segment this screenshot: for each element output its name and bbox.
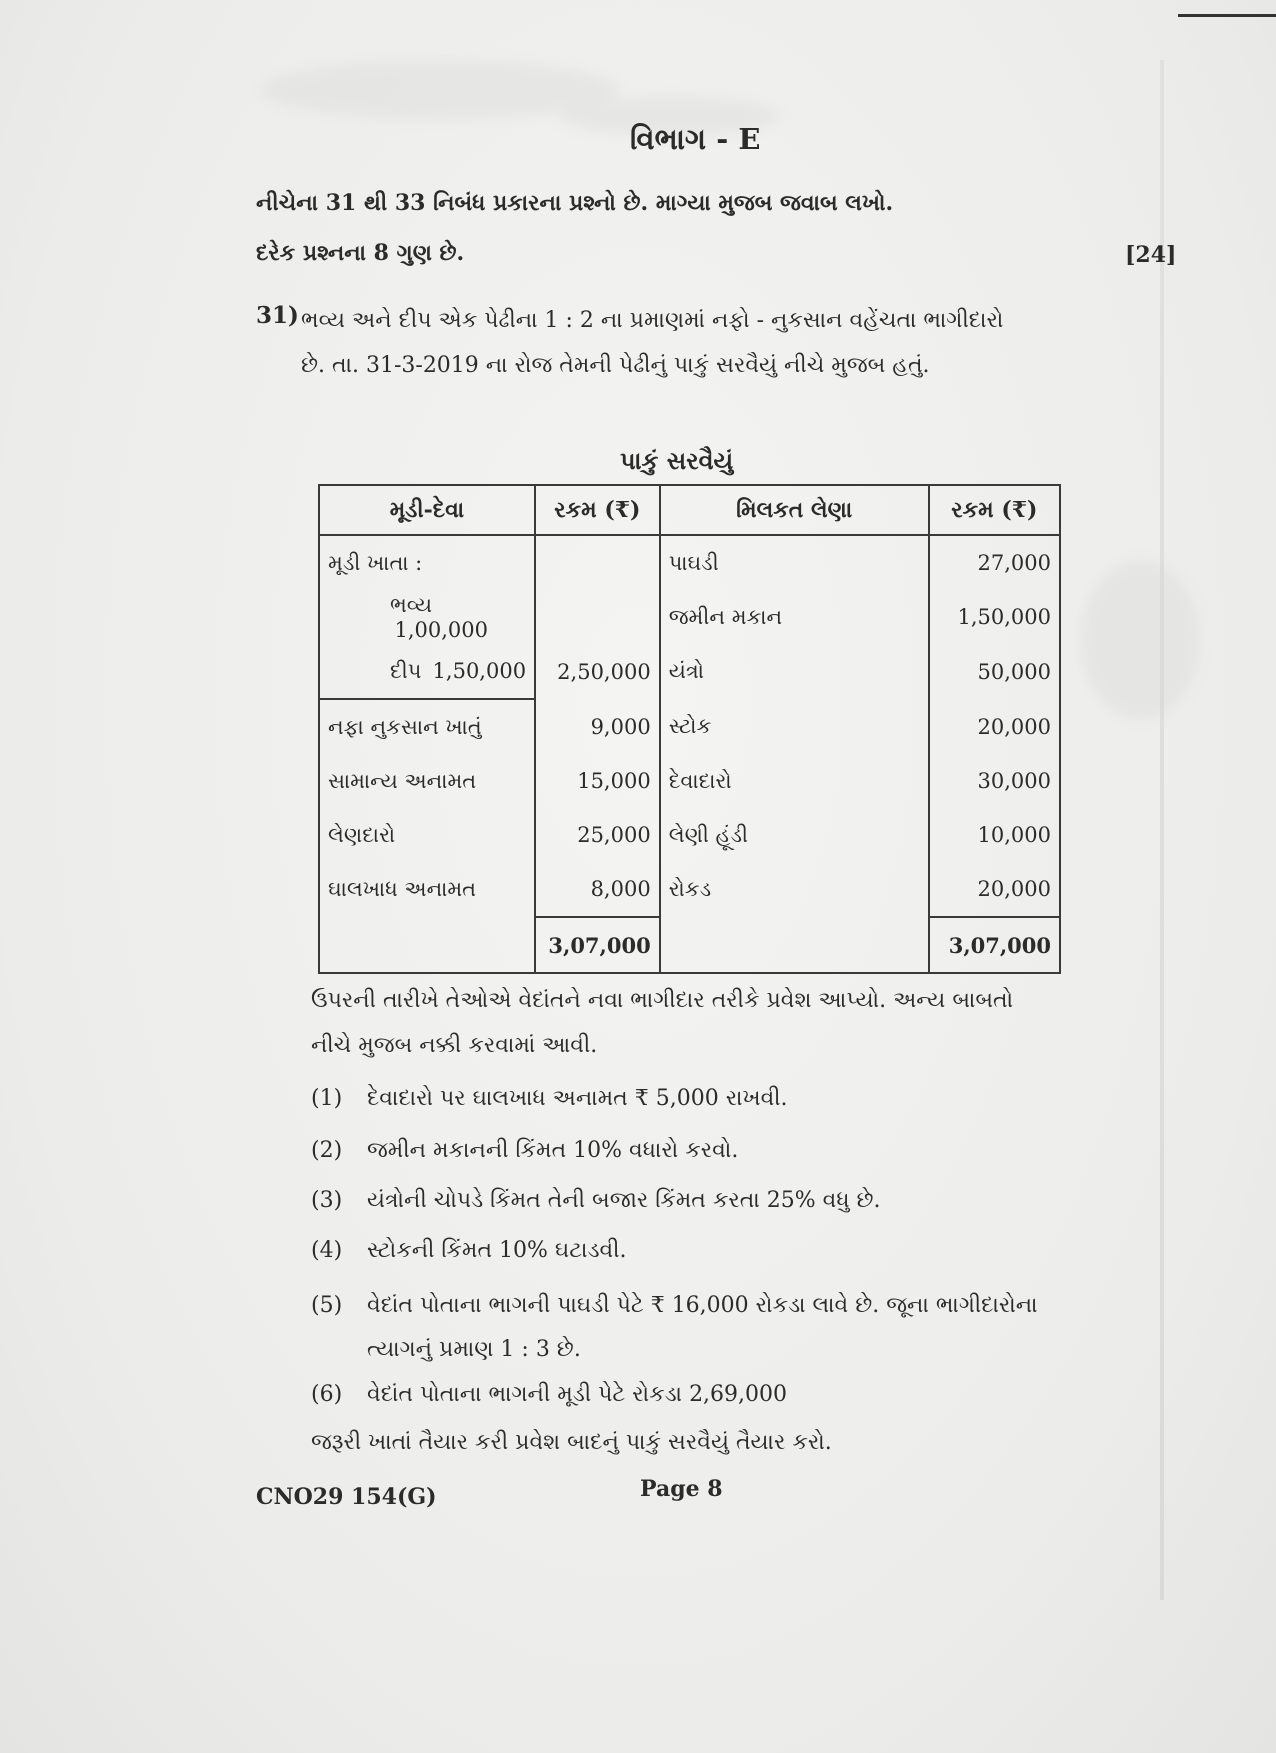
liability-amount: 25,000: [535, 808, 660, 862]
condition-text: વેદાંત પોતાના ભાગની પાઘડી પેટે ₹ 16,000 રોકડા લાવે છે. જૂના ભાગીદારોના ત્યાગનું પ્રમાણ 1 : 3 છે.: [367, 1293, 1038, 1362]
top-edge-line: [1178, 14, 1276, 17]
partner-capital: 1,50,000: [432, 658, 527, 683]
condition-text: દેવાદારો પર ઘાલખાધ અનામત ₹ 5,000 રાખવી.: [367, 1086, 788, 1111]
table-row: [319, 644, 1060, 699]
after-table-paragraph: ઉપરની તારીખે તેઓએ વેદાંતને નવા ભાગીદાર તરીકે પ્રવેશ આપ્યો. અન્ય બાબતો નીચે મુજબ નક્કી કરવામાં આવી.: [311, 988, 1014, 1058]
total-right: 3,07,000: [929, 917, 1060, 973]
table-row: [319, 699, 1060, 754]
condition-number: (5): [311, 1293, 343, 1318]
asset-name: દેવાદારો: [660, 754, 929, 808]
partner-name: દીપ: [390, 658, 422, 683]
table-row: [319, 535, 1060, 590]
capital-total: 2,50,000: [535, 644, 660, 699]
condition-text: જમીન મકાનની કિંમત 10% વધારો કરવો.: [367, 1138, 739, 1163]
header-amount-right: રકમ (₹): [929, 485, 1060, 535]
condition-number: (4): [311, 1238, 343, 1263]
paper-code: CNO29 154(G): [256, 1484, 437, 1510]
asset-amount: 10,000: [929, 808, 1060, 862]
liability-amount: 8,000: [535, 862, 660, 917]
condition-item: [311, 1138, 738, 1163]
asset-name: જમીન મકાન: [660, 590, 929, 644]
condition-item: [311, 1086, 788, 1111]
total-row: [319, 917, 1060, 973]
asset-name: યંત્રો: [660, 644, 929, 699]
liability-name: સામાન્ય અનામત: [319, 754, 535, 808]
instruction-line-2: દરેક પ્રશ્નના 8 ગુણ છે.: [256, 240, 465, 266]
asset-amount: 50,000: [929, 644, 1060, 699]
condition-number: (1): [311, 1086, 343, 1111]
header-liabilities: મૂડી-દેવા: [319, 485, 535, 535]
capital-label: મૂડી ખાતા :: [319, 535, 535, 590]
final-instruction: જરૂરી ખાતાં તૈયાર કરી પ્રવેશ બાદનું પાકું સરવૈયું તૈયાર કરો.: [311, 1430, 832, 1455]
condition-text: યંત્રોની ચોપડે કિંમત તેની બજાર કિંમત કરતા 25% વધુ છે.: [367, 1188, 881, 1213]
liability-name: ઘાલખાધ અનામત: [319, 862, 535, 917]
condition-item: [311, 1284, 1051, 1372]
asset-amount: 20,000: [929, 699, 1060, 754]
total-left: 3,07,000: [535, 917, 660, 973]
total-marks: [24]: [1125, 242, 1177, 268]
condition-item: [311, 1238, 627, 1263]
balance-sheet-title: પાકું સરવૈયું: [620, 446, 734, 475]
liability-amount: 9,000: [535, 699, 660, 754]
condition-item: [311, 1382, 787, 1407]
asset-name: રોકડ: [660, 862, 929, 917]
condition-number: (2): [311, 1138, 343, 1163]
condition-text: સ્ટોકની કિંમત 10% ઘટાડવી.: [367, 1238, 627, 1263]
partner-capital: 1,00,000: [394, 617, 488, 642]
condition-text: વેદાંત પોતાના ભાગની મૂડી પેટે રોકડા 2,69,000: [367, 1382, 788, 1407]
table-header-row: [319, 485, 1060, 535]
asset-name: લેણી હૂંડી: [660, 808, 929, 862]
asset-name: સ્ટોક: [660, 699, 929, 754]
page-edge-shadow: [1160, 60, 1164, 1600]
asset-name: પાઘડી: [660, 535, 929, 590]
liability-amount: 15,000: [535, 754, 660, 808]
table-row: [319, 862, 1060, 917]
table-row: [319, 590, 1060, 644]
instruction-line-1: નીચેના 31 થી 33 નિબંધ પ્રકારના પ્રશ્નો છે. માગ્યા મુજબ જવાબ લખો.: [256, 190, 894, 216]
question-text: ભવ્ય અને દીપ એક પેઢીના 1 : 2 ના પ્રમાણમાં નફો - નુકસાન વહેંચતા ભાગીદારો છે. તા. 31-3-2019 ના રોજ તેમની પેઢીનું પાકું સરવૈયું નીચે મુજબ હતું.: [301, 308, 1004, 378]
condition-number: (3): [311, 1188, 343, 1213]
question-number: 31): [256, 302, 299, 329]
asset-amount: 1,50,000: [929, 590, 1060, 644]
condition-number: (6): [311, 1382, 343, 1407]
table-row: [319, 754, 1060, 808]
header-amount-left: રકમ (₹): [535, 485, 660, 535]
condition-item: [311, 1188, 881, 1213]
asset-amount: 30,000: [929, 754, 1060, 808]
partner-name: ભવ્ય: [390, 592, 433, 617]
page-number: Page 8: [640, 1476, 723, 1502]
asset-amount: 20,000: [929, 862, 1060, 917]
balance-sheet-table: [318, 484, 1061, 974]
table-row: [319, 808, 1060, 862]
asset-amount: 27,000: [929, 535, 1060, 590]
header-assets: મિલકત લેણા: [660, 485, 929, 535]
liability-name: લેણદારો: [319, 808, 535, 862]
liability-name: નફા નુકસાન ખાતું: [319, 699, 535, 754]
section-title: વિભાગ - E: [630, 122, 761, 156]
